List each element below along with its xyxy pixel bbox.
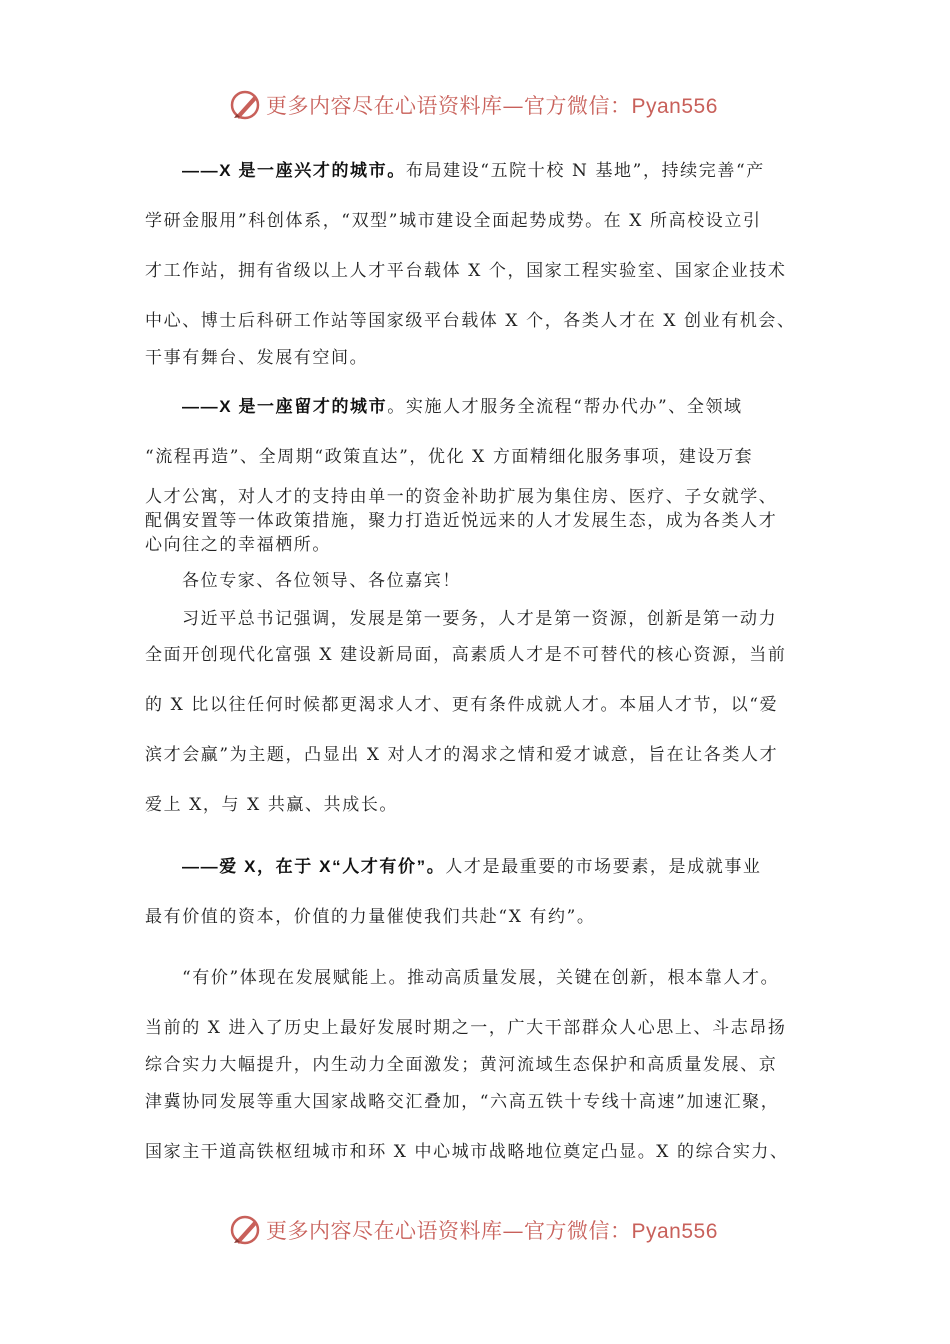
para5-line2: 当前的 X 进入了历史上最好发展时期之一，广大干部群众人心思上、斗志昂扬 [145, 1018, 787, 1038]
para3-line1: 习近平总书记强调，发展是第一要务，人才是第一资源，创新是第一动力 [182, 609, 778, 629]
footer-banner [228, 1210, 748, 1250]
greeting: 各位专家、各位领导、各位嘉宾！ [182, 571, 461, 591]
para5-line4: 津冀协同发展等重大国家战略交汇叠加，“六高五铁十专线十高速”加速汇聚， [145, 1092, 780, 1112]
pen-logo-icon [228, 88, 262, 122]
para3-line3: 的 X 比以往任何时候都更渴求人才、更有条件成就人才。本届人才节，以“爱 [145, 695, 779, 715]
para5-line1: “有价”体现在发展赋能上。推动高质量发展，关键在创新，根本靠人才。 [182, 968, 780, 988]
header-text: 更多内容尽在心语资料库—官方微信：Pyan556 [266, 94, 718, 118]
para1-line5: 干事有舞台、发展有空间。 [145, 348, 369, 368]
pen-logo-icon [228, 1213, 262, 1247]
para5-line5: 国家主干道高铁枢纽城市和环 X 中心城市战略地位奠定凸显。X 的综合实力、 [145, 1142, 789, 1162]
para3-line2: 全面开创现代化富强 X 建设新局面，高素质人才是不可替代的核心资源，当前 [145, 645, 787, 665]
para2-heading: ——X 是一座留才的城市 [182, 397, 388, 416]
para5-line3: 综合实力大幅提升，内生动力全面激发；黄河流域生态保护和高质量发展、京 [145, 1055, 778, 1075]
para3-line4: 滨才会赢”为主题，凸显出 X 对人才的渴求之情和爱才诚意，旨在让各类人才 [145, 745, 779, 765]
para2-line2: “流程再造”、全周期“政策直达”，优化 X 方面精细化服务事项，建设万套 [145, 447, 754, 467]
para4-line1: ——爱 X，在于 X“人才有价”。人才是最重要的市场要素，是成就事业 [182, 857, 762, 877]
para1-heading: ——X 是一座兴才的城市。 [182, 161, 406, 180]
para1-line4: 中心、博士后科研工作站等国家级平台载体 X 个，各类人才在 X 创业有机会、 [145, 311, 796, 331]
footer-text: 更多内容尽在心语资料库—官方微信：Pyan556 [266, 1219, 718, 1243]
para1-line3: 才工作站，拥有省级以上人才平台载体 X 个，国家工程实验室、国家企业技术 [145, 261, 787, 281]
para2-line3: 人才公寓，对人才的支持由单一的资金补助扩展为集住房、医疗、子女就学、 [145, 487, 778, 507]
para1-line2: 学研金服用”科创体系，“双型”城市建设全面起势成势。在 X 所高校设立引 [145, 211, 762, 231]
para1-line1: ——X 是一座兴才的城市。布局建设“五院十校 N 基地”，持续完善“产 [182, 161, 765, 181]
para2-line4: 配偶安置等一体政策措施，聚力打造近悦远来的人才发展生态，成为各类人才 [145, 511, 778, 531]
para3-line5: 爱上 X，与 X 共赢、共成长。 [145, 795, 399, 815]
para4-line2: 最有价值的资本，价值的力量催使我们共赴“X 有约”。 [145, 907, 596, 927]
para4-heading: ——爱 X，在于 X“人才有价”。 [182, 857, 446, 876]
para2-line5: 心向往之的幸福栖所。 [145, 535, 331, 555]
header-banner [228, 85, 748, 125]
para2-line1: ——X 是一座留才的城市。实施人才服务全流程“帮办代办”、全领域 [182, 397, 743, 417]
